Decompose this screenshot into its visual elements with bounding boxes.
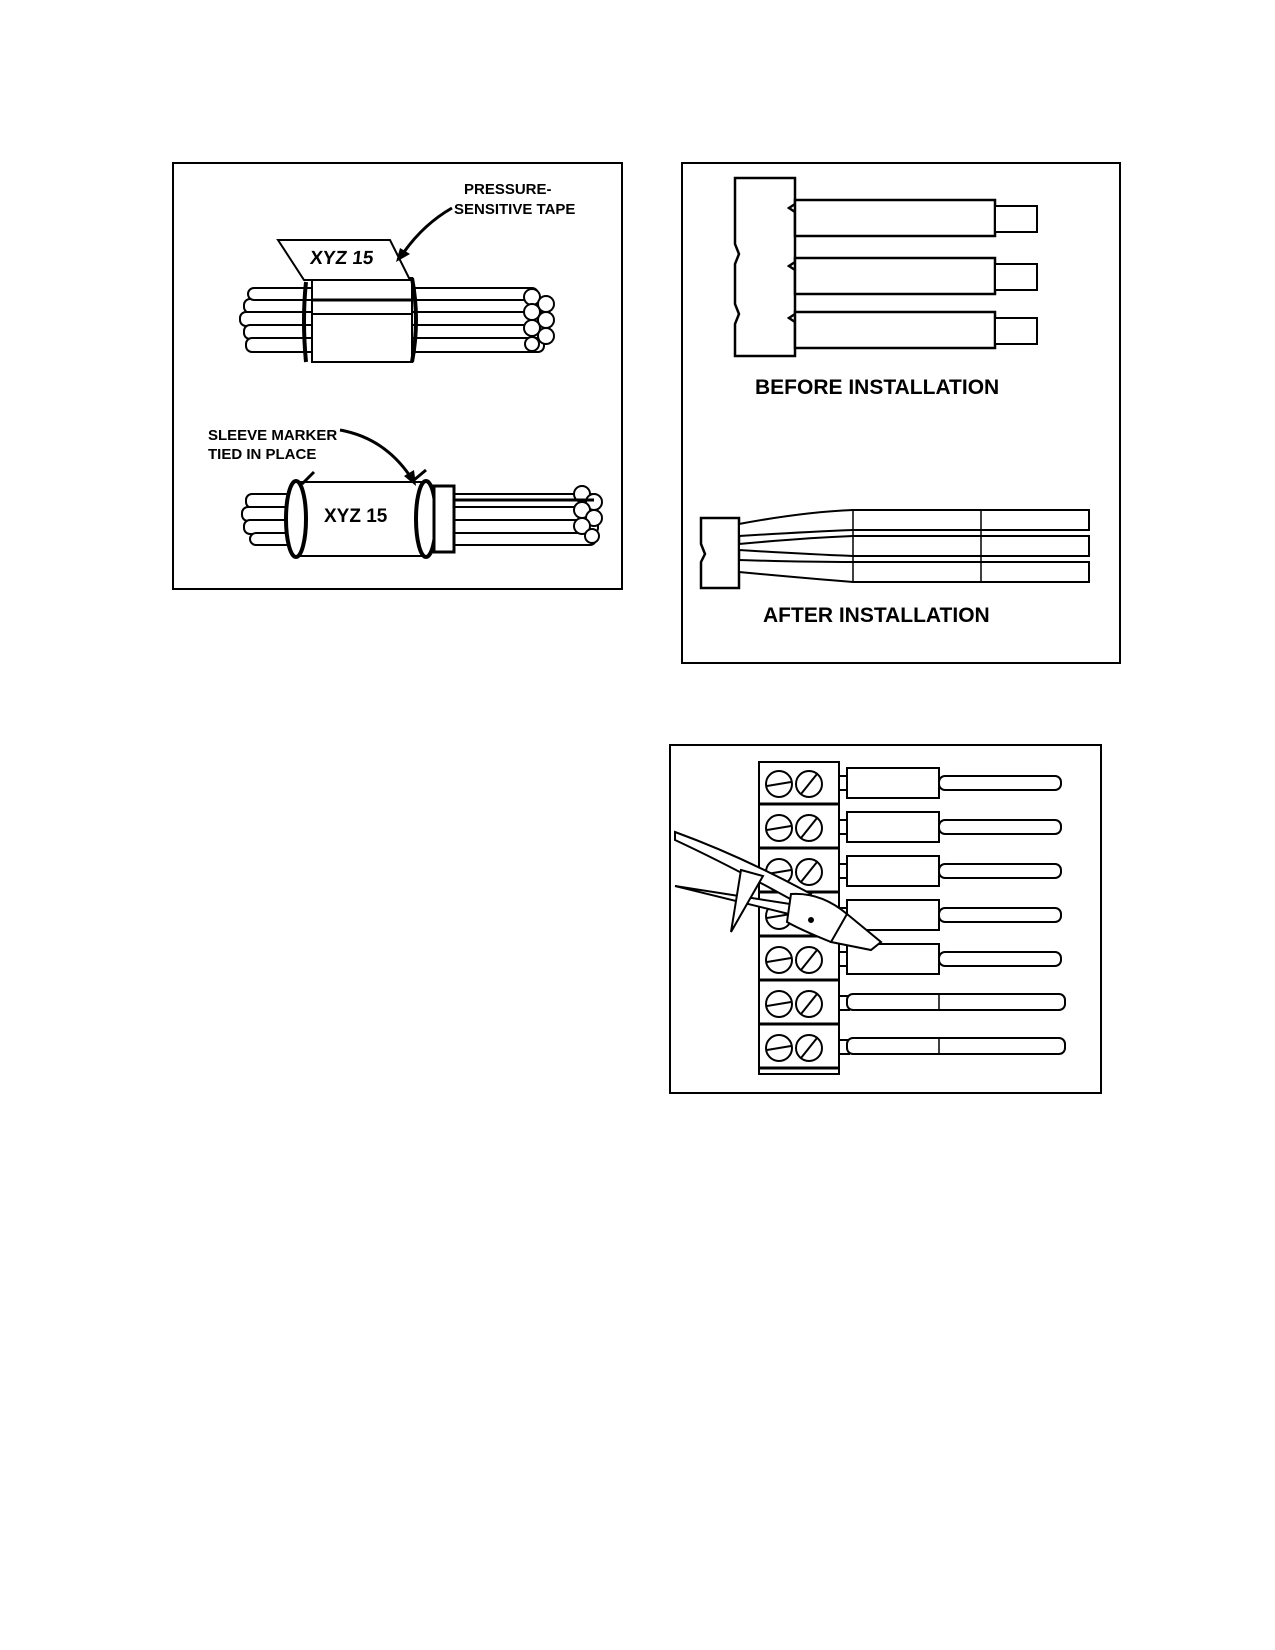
after-installation-caption: AFTER INSTALLATION: [763, 604, 990, 627]
before-installation-caption: BEFORE INSTALLATION: [755, 376, 1000, 399]
heat-shrink-sleeve: [847, 812, 939, 842]
shrunk-sleeve-wire: [847, 1038, 1065, 1054]
heat-shrink-sleeve: [847, 856, 939, 886]
top-cable-bundle: [240, 240, 554, 362]
after-connector: [701, 510, 1089, 588]
heat-shrink-sleeve: [847, 768, 939, 798]
tape-label-line2: SENSITIVE TAPE: [454, 201, 576, 218]
terminal-figure-panel: [669, 744, 1102, 1094]
shrunk-sleeve-wire: [847, 994, 1065, 1010]
wire: [939, 952, 1061, 966]
sleeve-label-line1: SLEEVE MARKER: [208, 427, 338, 444]
wire: [939, 776, 1061, 790]
installation-drawing: [683, 164, 1123, 666]
bottom-cable-bundle: [242, 481, 602, 557]
installation-figure-panel: [681, 162, 1121, 664]
wire: [939, 820, 1061, 834]
marker-figure-panel: [172, 162, 623, 590]
tape-pointer-line: [404, 208, 452, 252]
marker-drawing: [174, 164, 625, 592]
wire: [939, 908, 1061, 922]
before-connector: [735, 178, 1037, 356]
terminal-drawing: [671, 746, 1104, 1096]
sleeve-label-line2: TIED IN PLACE: [208, 446, 317, 463]
sleeve-marker-text: XYZ 15: [324, 506, 388, 527]
tape-marker-text: XYZ 15: [308, 248, 375, 269]
wire: [939, 864, 1061, 878]
sleeve-pointer-line: [340, 430, 410, 476]
tape-label-line1: PRESSURE-: [464, 181, 552, 198]
